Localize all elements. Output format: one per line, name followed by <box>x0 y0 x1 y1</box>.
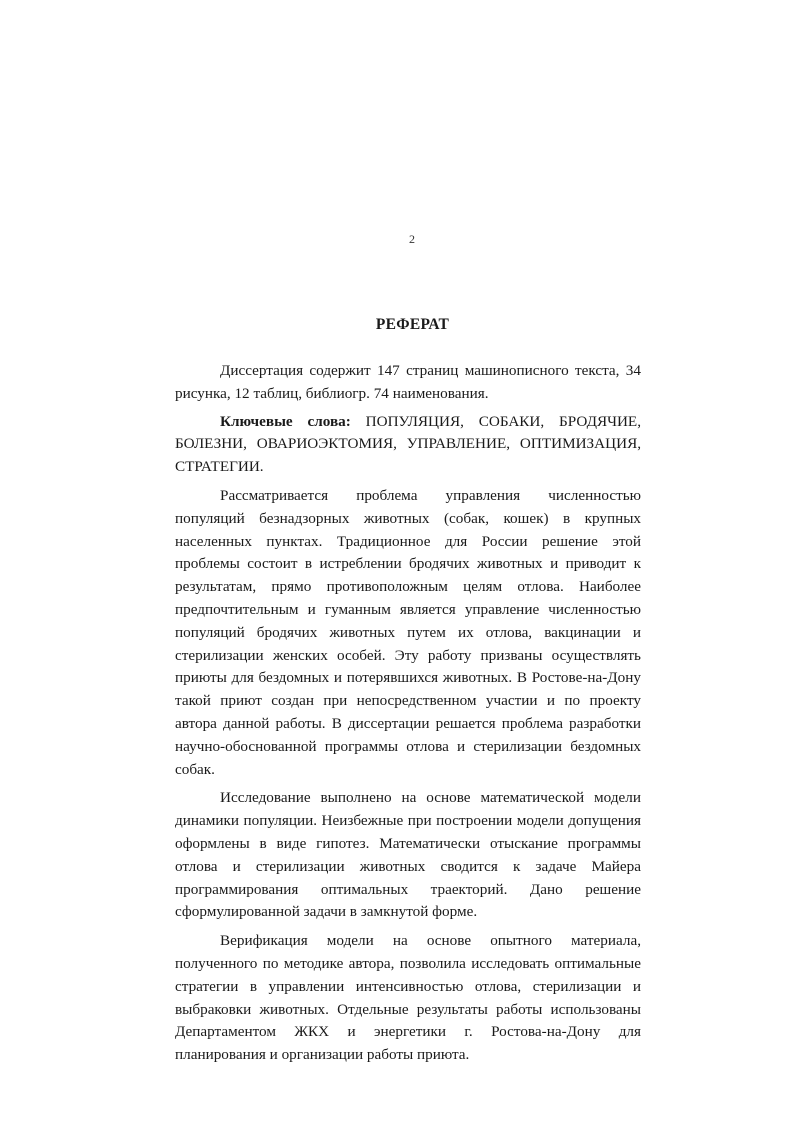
keywords-list: ПОПУЛЯЦИЯ, СОБАКИ, БРОДЯЧИЕ, БОЛЕЗНИ, ОВАРИОЭКТОМИЯ, УПРАВЛЕНИЕ, ОПТИМИЗАЦИЯ, СТРАТЕГИИ. <box>175 412 641 476</box>
paragraph-problem: Рассматривается проблема управления численностью популяций безнадзорных животных (собак, кошек) в крупных населенных пунктах. Традиционное для России решение этой проблемы состоит в истреблении бродячих животных и приводит к результатам, прямо противоположным целям отлова. Наиболее предпочтительным и гуманным является управление численностью популяций бродячих животных путем их отлова, вакцинации и стерилизации женских особей. Эту работу призваны осуществлять приюты для бездомных и потерявшихся животных. В Ростове-на-Дону такой приют создан при непосредственном участии и по проекту автора данной работы. В диссертации решается проблема разработки научно-обоснованной программы отлова и стерилизации бездомных собак. <box>175 486 641 778</box>
paragraph-method: Исследование выполнено на основе математической модели динамики популяции. Неизбежные при построении модели допущения оформлены в виде гипотез. Математически отыскание программы отлова и стерилизации животных сводится к задаче Майера программирования оптимальных траекторий. Дано решение сформулированной задачи в замкнутой форме. <box>175 789 641 921</box>
keywords-label: Ключевые слова: <box>220 412 351 430</box>
paragraph-keywords <box>175 411 641 479</box>
paragraph-summary: Диссертация содержит 147 страниц машинописного текста, 34 рисунка, 12 таблиц, библиогр. 74 наименования. <box>175 362 641 402</box>
page-title: РЕФЕРАТ <box>375 316 450 333</box>
page-number: 2 <box>409 232 415 246</box>
abstract-body <box>175 360 641 1073</box>
paragraph-verification: Верификация модели на основе опытного материала, полученного по методике автора, позволила исследовать оптимальные стратегии в управлении интенсивностью отлова, стерилизации и выбраковки животных. Отдельные результаты работы использованы Департаментом ЖКХ и энергетики г. Ростова-на-Дону для планирования и организации работы приюта. <box>175 932 641 1064</box>
